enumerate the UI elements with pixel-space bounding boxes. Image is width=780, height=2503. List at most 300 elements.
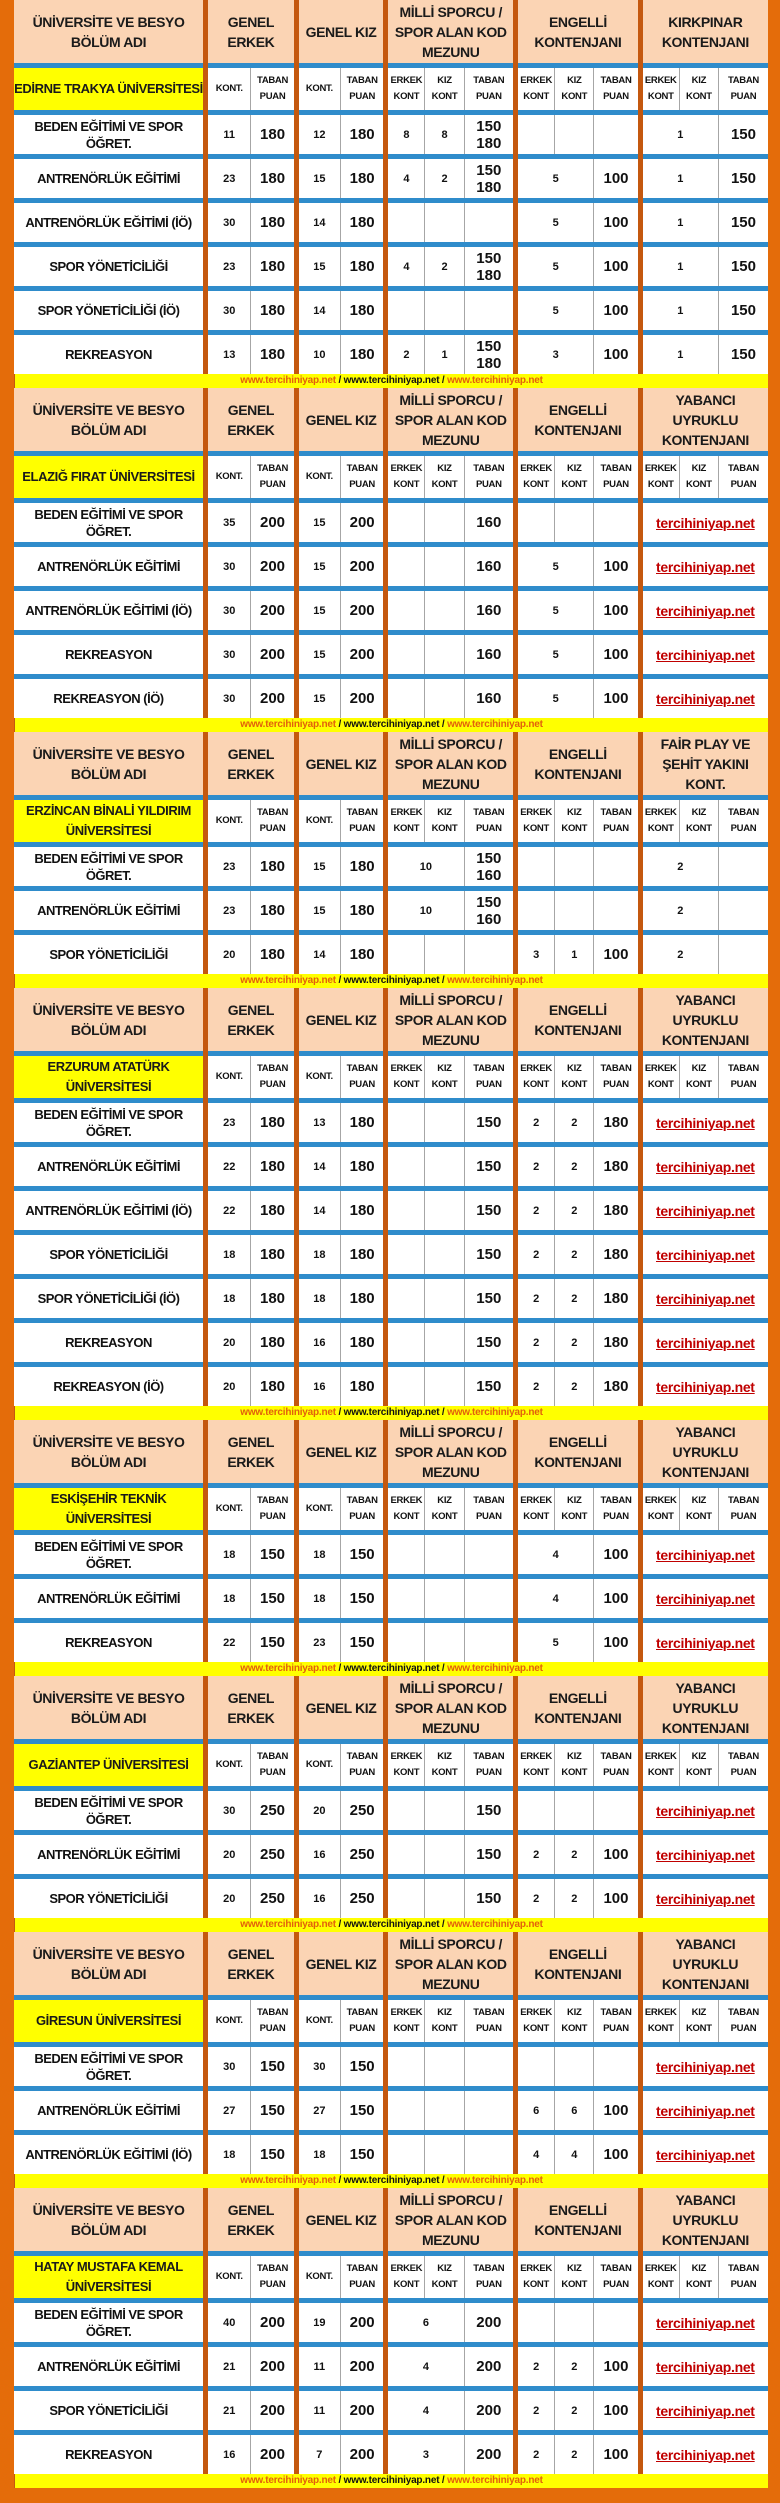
genel-kiz-taban: 200 [340, 2389, 385, 2433]
tercihiniyap-link[interactable]: tercihiniyap.net [640, 1577, 768, 1621]
tercihiniyap-link[interactable]: tercihiniyap.net [640, 2089, 768, 2133]
genel-kiz-taban: 180 [340, 845, 385, 889]
subheader-row [14, 454, 768, 501]
engelli-kont: 5 [516, 589, 594, 633]
program-name: BEDEN EĞİTİMİ VE SPOR ÖĞRET. [14, 2301, 206, 2345]
engelli-kiz: 2 [555, 1365, 594, 1407]
label-erkek-kont: ERKEK KONT [516, 2254, 555, 2301]
watermark-link[interactable]: www.tercihiniyap.net [447, 1919, 543, 1930]
genel-erkek-taban: 150 [251, 2089, 296, 2133]
table-row [14, 2133, 768, 2175]
watermark-link[interactable]: www.tercihiniyap.net [240, 719, 336, 730]
label-erkek-kont: ERKEK KONT [386, 1742, 425, 1789]
tercihiniyap-link[interactable]: tercihiniyap.net [640, 1145, 768, 1189]
genel-erkek-taban: 200 [251, 2301, 296, 2345]
subheader-row [14, 1054, 768, 1101]
tercihiniyap-link[interactable]: tercihiniyap.net [640, 1233, 768, 1277]
milli-kiz [425, 1577, 464, 1621]
milli-kiz [425, 2089, 464, 2133]
genel-erkek-taban: 180 [251, 1145, 296, 1189]
engelli-erkek: 2 [516, 1365, 555, 1407]
header-genel-kiz: GENEL KIZ [296, 2188, 386, 2254]
genel-kiz-kont: 11 [296, 2389, 340, 2433]
milli-erkek [386, 2045, 425, 2089]
special-quota-taban [718, 889, 768, 933]
genel-kiz-taban: 180 [340, 1101, 385, 1145]
genel-kiz-kont: 7 [296, 2433, 340, 2475]
label-kiz-kont: KIZ KONT [425, 66, 464, 113]
label-taban: TABAN PUAN [718, 1486, 768, 1533]
engelli-kont: 5 [516, 245, 594, 289]
milli-kiz: 1 [425, 333, 464, 375]
label-kiz-kont: KIZ KONT [425, 798, 464, 845]
milli-kiz [425, 633, 464, 677]
special-quota-kont: 2 [640, 889, 718, 933]
program-name: BEDEN EĞİTİMİ VE SPOR ÖĞRET. [14, 2045, 206, 2089]
header-genel-erkek: GENEL ERKEK [206, 1676, 297, 1742]
header-special-quota: YABANCI UYRUKLU KONTENJANI [640, 1676, 768, 1742]
genel-kiz-taban: 180 [340, 1277, 385, 1321]
genel-erkek-kont: 30 [206, 677, 251, 719]
label-taban: TABAN PUAN [251, 2254, 296, 2301]
label-erkek-kont: ERKEK KONT [640, 2254, 679, 2301]
tercihiniyap-link[interactable]: tercihiniyap.net [640, 1189, 768, 1233]
university-table [14, 988, 768, 1406]
label-taban: TABAN PUAN [251, 454, 296, 501]
engelli-taban: 100 [594, 2089, 640, 2133]
program-name: SPOR YÖNETİCİLİĞİ (İÖ) [14, 289, 206, 333]
tercihiniyap-link[interactable]: tercihiniyap.net [640, 1621, 768, 1663]
genel-kiz-taban: 150 [340, 2089, 385, 2133]
milli-erkek [386, 501, 425, 545]
university-name: ELAZIĞ FIRAT ÜNİVERSİTESİ [14, 454, 206, 501]
genel-kiz-taban: 200 [340, 2345, 385, 2389]
label-erkek-kont: ERKEK KONT [516, 1998, 555, 2045]
label-kiz-kont: KIZ KONT [679, 454, 718, 501]
genel-kiz-kont: 20 [296, 1789, 340, 1833]
milli-taban: 150 180 [464, 113, 516, 157]
tercihiniyap-link[interactable]: tercihiniyap.net [640, 501, 768, 545]
header-genel-kiz: GENEL KIZ [296, 1932, 386, 1998]
tercihiniyap-link[interactable]: tercihiniyap.net [640, 1277, 768, 1321]
milli-kiz: 2 [425, 157, 464, 201]
university-table [14, 732, 768, 974]
label-kont: KONT. [296, 798, 340, 845]
engelli-kont: 5 [516, 1621, 594, 1663]
header-milli-sporcu: MİLLİ SPORCU / SPOR ALAN KOD MEZUNU [386, 0, 516, 66]
genel-kiz-taban: 180 [340, 1145, 385, 1189]
table-row [14, 1533, 768, 1577]
watermark-link[interactable]: www.tercihiniyap.net [343, 2175, 440, 2186]
label-erkek-kont: ERKEK KONT [386, 66, 425, 113]
genel-erkek-kont: 13 [206, 333, 251, 375]
tercihiniyap-link[interactable]: tercihiniyap.net [640, 2301, 768, 2345]
label-kiz-kont: KIZ KONT [555, 2254, 594, 2301]
header-program-name: ÜNİVERSİTE VE BESYO BÖLÜM ADI [14, 388, 206, 454]
milli-kiz: 8 [425, 113, 464, 157]
university-name: ERZURUM ATATÜRK ÜNİVERSİTESİ [14, 1054, 206, 1101]
genel-erkek-taban: 200 [251, 2433, 296, 2475]
genel-erkek-kont: 30 [206, 545, 251, 589]
genel-erkek-kont: 21 [206, 2345, 251, 2389]
tercihiniyap-link[interactable]: tercihiniyap.net [640, 1365, 768, 1407]
engelli-taban: 180 [594, 1321, 640, 1365]
university-table [14, 1932, 768, 2174]
genel-erkek-taban: 250 [251, 1789, 296, 1833]
genel-erkek-taban: 180 [251, 113, 296, 157]
tercihiniyap-link[interactable]: tercihiniyap.net [640, 2045, 768, 2089]
engelli-taban: 100 [594, 633, 640, 677]
header-engelli: ENGELLİ KONTENJANI [516, 1932, 641, 1998]
university-name: EDİRNE TRAKYA ÜNİVERSİTESİ [14, 66, 206, 113]
genel-erkek-taban: 180 [251, 1365, 296, 1407]
label-kont: KONT. [296, 1486, 340, 1533]
subheader-row [14, 1742, 768, 1789]
special-quota-taban: 150 [718, 333, 768, 375]
header-row [14, 1420, 768, 1486]
milli-taban: 150 [464, 1101, 516, 1145]
milli-kiz [425, 1789, 464, 1833]
milli-kont: 10 [386, 845, 464, 889]
tercihiniyap-link[interactable]: tercihiniyap.net [640, 677, 768, 719]
milli-erkek: 4 [386, 157, 425, 201]
tercihiniyap-link[interactable]: tercihiniyap.net [640, 545, 768, 589]
genel-kiz-kont: 14 [296, 289, 340, 333]
special-quota-taban: 150 [718, 157, 768, 201]
tercihiniyap-link[interactable]: tercihiniyap.net [640, 589, 768, 633]
watermark-link[interactable]: www.tercihiniyap.net [343, 975, 440, 986]
tercihiniyap-link[interactable]: tercihiniyap.net [640, 1833, 768, 1877]
table-row [14, 1577, 768, 1621]
engelli-taban [594, 845, 640, 889]
milli-erkek [386, 1145, 425, 1189]
label-taban: TABAN PUAN [251, 66, 296, 113]
label-taban: TABAN PUAN [464, 798, 516, 845]
genel-kiz-kont: 14 [296, 1145, 340, 1189]
genel-kiz-kont: 15 [296, 589, 340, 633]
label-kont: KONT. [296, 454, 340, 501]
table-row [14, 1321, 768, 1365]
program-name: REKREASYON (İÖ) [14, 677, 206, 719]
genel-kiz-kont: 10 [296, 333, 340, 375]
watermark-separator: / [335, 1663, 344, 1674]
university-table [14, 1420, 768, 1662]
label-kiz-kont: KIZ KONT [555, 454, 594, 501]
genel-erkek-kont: 23 [206, 889, 251, 933]
label-kiz-kont: KIZ KONT [679, 66, 718, 113]
header-genel-erkek: GENEL ERKEK [206, 388, 297, 454]
genel-kiz-taban: 180 [340, 1233, 385, 1277]
watermark-link[interactable]: www.tercihiniyap.net [240, 2175, 336, 2186]
milli-kiz [425, 1145, 464, 1189]
genel-erkek-taban: 180 [251, 157, 296, 201]
watermark-link[interactable]: www.tercihiniyap.net [343, 1407, 440, 1418]
milli-erkek [386, 1789, 425, 1833]
genel-erkek-taban: 250 [251, 1833, 296, 1877]
milli-erkek: 2 [386, 333, 425, 375]
watermark-separator: / [335, 375, 344, 386]
genel-erkek-kont: 30 [206, 589, 251, 633]
engelli-erkek: 2 [516, 1321, 555, 1365]
table-row [14, 2301, 768, 2345]
tercihiniyap-link[interactable]: tercihiniyap.net [640, 633, 768, 677]
watermark-link[interactable]: www.tercihiniyap.net [447, 2175, 543, 2186]
engelli-taban: 100 [594, 2133, 640, 2175]
milli-kiz: 2 [425, 245, 464, 289]
genel-erkek-taban: 150 [251, 2133, 296, 2175]
milli-erkek [386, 633, 425, 677]
header-special-quota: YABANCI UYRUKLU KONTENJANI [640, 1932, 768, 1998]
watermark-link[interactable]: www.tercihiniyap.net [343, 1919, 440, 1930]
header-row [14, 732, 768, 798]
label-taban: TABAN PUAN [251, 1486, 296, 1533]
watermark-link[interactable]: www.tercihiniyap.net [343, 1663, 440, 1674]
milli-kont: 10 [386, 889, 464, 933]
genel-kiz-taban: 180 [340, 1189, 385, 1233]
genel-kiz-taban: 200 [340, 633, 385, 677]
table-row [14, 589, 768, 633]
watermark-link[interactable]: www.tercihiniyap.net [240, 1919, 336, 1930]
tercihiniyap-link[interactable]: tercihiniyap.net [640, 2345, 768, 2389]
label-taban: TABAN PUAN [340, 2254, 385, 2301]
genel-kiz-taban: 200 [340, 501, 385, 545]
label-kiz-kont: KIZ KONT [679, 798, 718, 845]
engelli-kont: 4 [516, 1577, 594, 1621]
tercihiniyap-link[interactable]: tercihiniyap.net [640, 1101, 768, 1145]
engelli-kiz [555, 501, 594, 545]
genel-kiz-taban: 200 [340, 2433, 385, 2475]
header-genel-kiz: GENEL KIZ [296, 1676, 386, 1742]
program-name: BEDEN EĞİTİMİ VE SPOR ÖĞRET. [14, 845, 206, 889]
watermark-separator: / [439, 1919, 448, 1930]
milli-erkek [386, 545, 425, 589]
genel-erkek-taban: 180 [251, 333, 296, 375]
engelli-kont: 3 [516, 333, 594, 375]
tercihiniyap-link[interactable]: tercihiniyap.net [640, 1533, 768, 1577]
genel-erkek-kont: 11 [206, 113, 251, 157]
label-taban: TABAN PUAN [718, 2254, 768, 2301]
label-taban: TABAN PUAN [464, 66, 516, 113]
header-engelli: ENGELLİ KONTENJANI [516, 0, 641, 66]
engelli-kont: 5 [516, 289, 594, 333]
watermark-link[interactable]: www.tercihiniyap.net [447, 1407, 543, 1418]
watermark-separator: / [335, 719, 344, 730]
label-erkek-kont: ERKEK KONT [640, 1486, 679, 1533]
genel-kiz-kont: 15 [296, 545, 340, 589]
milli-taban [464, 2045, 516, 2089]
engelli-kiz: 2 [555, 1277, 594, 1321]
label-kont: KONT. [206, 2254, 251, 2301]
label-taban: TABAN PUAN [594, 1742, 640, 1789]
watermark-link[interactable]: www.tercihiniyap.net [240, 2475, 336, 2486]
genel-kiz-kont: 14 [296, 201, 340, 245]
table-row [14, 2089, 768, 2133]
genel-erkek-taban: 200 [251, 2389, 296, 2433]
genel-kiz-kont: 13 [296, 1101, 340, 1145]
tercihiniyap-link[interactable]: tercihiniyap.net [640, 1789, 768, 1833]
special-quota-kont: 1 [640, 333, 718, 375]
header-program-name: ÜNİVERSİTE VE BESYO BÖLÜM ADI [14, 988, 206, 1054]
watermark-separator: / [439, 375, 448, 386]
milli-taban: 150 [464, 1789, 516, 1833]
watermark-link[interactable]: www.tercihiniyap.net [447, 975, 543, 986]
label-taban: TABAN PUAN [718, 1054, 768, 1101]
genel-erkek-kont: 22 [206, 1189, 251, 1233]
watermark-link[interactable]: www.tercihiniyap.net [240, 1407, 336, 1418]
engelli-taban: 100 [594, 2345, 640, 2389]
program-name: REKREASYON [14, 1621, 206, 1663]
label-kont: KONT. [206, 1742, 251, 1789]
engelli-kiz: 2 [555, 1101, 594, 1145]
genel-erkek-taban: 180 [251, 1189, 296, 1233]
engelli-kont: 4 [516, 1533, 594, 1577]
watermark-separator: / [335, 1919, 344, 1930]
tercihiniyap-link[interactable]: tercihiniyap.net [640, 1321, 768, 1365]
tercihiniyap-link[interactable]: tercihiniyap.net [640, 2389, 768, 2433]
label-taban: TABAN PUAN [594, 1054, 640, 1101]
watermark-separator: / [335, 1407, 344, 1418]
label-erkek-kont: ERKEK KONT [386, 2254, 425, 2301]
special-quota-taban [718, 845, 768, 889]
program-name: ANTRENÖRLÜK EĞİTİMİ (İÖ) [14, 201, 206, 245]
quota-sheet [14, 0, 768, 2488]
tercihiniyap-link[interactable]: tercihiniyap.net [640, 2133, 768, 2175]
watermark-link[interactable]: www.tercihiniyap.net [447, 2475, 543, 2486]
header-engelli: ENGELLİ KONTENJANI [516, 988, 641, 1054]
watermark-link[interactable]: www.tercihiniyap.net [447, 719, 543, 730]
milli-erkek [386, 2089, 425, 2133]
university-table [14, 1676, 768, 1918]
label-taban: TABAN PUAN [464, 1486, 516, 1533]
genel-kiz-kont: 18 [296, 1277, 340, 1321]
milli-kiz [425, 289, 464, 333]
program-name: SPOR YÖNETİCİLİĞİ [14, 1233, 206, 1277]
table-row [14, 289, 768, 333]
label-kiz-kont: KIZ KONT [555, 1742, 594, 1789]
label-taban: TABAN PUAN [718, 1742, 768, 1789]
milli-kiz [425, 1277, 464, 1321]
tercihiniyap-link[interactable]: tercihiniyap.net [640, 1877, 768, 1919]
genel-kiz-taban: 150 [340, 2045, 385, 2089]
milli-erkek [386, 1833, 425, 1877]
engelli-erkek: 2 [516, 1189, 555, 1233]
milli-taban: 150 180 [464, 245, 516, 289]
genel-kiz-kont: 12 [296, 113, 340, 157]
label-taban: TABAN PUAN [340, 1998, 385, 2045]
milli-erkek [386, 1577, 425, 1621]
watermark-bar [14, 1406, 768, 1420]
genel-erkek-taban: 180 [251, 933, 296, 975]
engelli-taban: 100 [594, 545, 640, 589]
program-name: REKREASYON [14, 333, 206, 375]
special-quota-kont: 1 [640, 201, 718, 245]
header-row [14, 988, 768, 1054]
engelli-kont: 5 [516, 677, 594, 719]
label-taban: TABAN PUAN [340, 1742, 385, 1789]
label-kiz-kont: KIZ KONT [679, 1486, 718, 1533]
genel-erkek-kont: 30 [206, 2045, 251, 2089]
genel-erkek-taban: 200 [251, 589, 296, 633]
watermark-link[interactable]: www.tercihiniyap.net [240, 1663, 336, 1674]
label-kont: KONT. [206, 1054, 251, 1101]
header-genel-kiz: GENEL KIZ [296, 732, 386, 798]
genel-erkek-kont: 20 [206, 1877, 251, 1919]
genel-kiz-kont: 18 [296, 1577, 340, 1621]
milli-erkek [386, 1321, 425, 1365]
engelli-taban: 100 [594, 201, 640, 245]
milli-erkek [386, 1877, 425, 1919]
milli-taban: 150 180 [464, 333, 516, 375]
table-row [14, 501, 768, 545]
program-name: BEDEN EĞİTİMİ VE SPOR ÖĞRET. [14, 1533, 206, 1577]
table-row [14, 889, 768, 933]
engelli-erkek [516, 2045, 555, 2089]
program-name: ANTRENÖRLÜK EĞİTİMİ (İÖ) [14, 2133, 206, 2175]
header-program-name: ÜNİVERSİTE VE BESYO BÖLÜM ADI [14, 732, 206, 798]
watermark-link[interactable]: www.tercihiniyap.net [343, 719, 440, 730]
label-taban: TABAN PUAN [251, 798, 296, 845]
genel-kiz-kont: 23 [296, 1621, 340, 1663]
label-kont: KONT. [206, 1486, 251, 1533]
engelli-taban: 180 [594, 1189, 640, 1233]
genel-kiz-kont: 19 [296, 2301, 340, 2345]
table-row [14, 245, 768, 289]
label-taban: TABAN PUAN [718, 1998, 768, 2045]
table-row [14, 933, 768, 975]
engelli-taban: 100 [594, 333, 640, 375]
genel-erkek-kont: 18 [206, 1233, 251, 1277]
genel-kiz-taban: 150 [340, 1577, 385, 1621]
milli-taban: 150 [464, 1321, 516, 1365]
engelli-kiz: 2 [555, 1833, 594, 1877]
watermark-link[interactable]: www.tercihiniyap.net [447, 1663, 543, 1674]
table-row [14, 157, 768, 201]
genel-kiz-taban: 200 [340, 677, 385, 719]
watermark-link[interactable]: www.tercihiniyap.net [343, 2475, 440, 2486]
table-row [14, 1189, 768, 1233]
watermark-link[interactable]: www.tercihiniyap.net [343, 375, 440, 386]
milli-kont: 3 [386, 2433, 464, 2475]
label-taban: TABAN PUAN [718, 798, 768, 845]
program-name: SPOR YÖNETİCİLİĞİ [14, 2389, 206, 2433]
header-milli-sporcu: MİLLİ SPORCU / SPOR ALAN KOD MEZUNU [386, 1932, 516, 1998]
label-kiz-kont: KIZ KONT [425, 1742, 464, 1789]
label-erkek-kont: ERKEK KONT [640, 1998, 679, 2045]
genel-kiz-taban: 180 [340, 889, 385, 933]
special-quota-kont: 1 [640, 289, 718, 333]
watermark-bar [14, 718, 768, 732]
watermark-link[interactable]: www.tercihiniyap.net [447, 375, 543, 386]
tercihiniyap-link[interactable]: tercihiniyap.net [640, 2433, 768, 2475]
genel-erkek-taban: 180 [251, 201, 296, 245]
milli-taban: 200 [464, 2433, 516, 2475]
milli-erkek [386, 1101, 425, 1145]
label-erkek-kont: ERKEK KONT [516, 798, 555, 845]
milli-kiz [425, 2045, 464, 2089]
university-name: GİRESUN ÜNİVERSİTESİ [14, 1998, 206, 2045]
watermark-link[interactable]: www.tercihiniyap.net [240, 975, 336, 986]
label-taban: TABAN PUAN [340, 1054, 385, 1101]
program-name: SPOR YÖNETİCİLİĞİ [14, 245, 206, 289]
milli-taban: 200 [464, 2301, 516, 2345]
label-erkek-kont: ERKEK KONT [386, 1486, 425, 1533]
label-kiz-kont: KIZ KONT [425, 454, 464, 501]
program-name: BEDEN EĞİTİMİ VE SPOR ÖĞRET. [14, 1789, 206, 1833]
label-kont: KONT. [296, 1742, 340, 1789]
genel-erkek-taban: 180 [251, 1101, 296, 1145]
table-row [14, 2433, 768, 2475]
watermark-link[interactable]: www.tercihiniyap.net [240, 375, 336, 386]
